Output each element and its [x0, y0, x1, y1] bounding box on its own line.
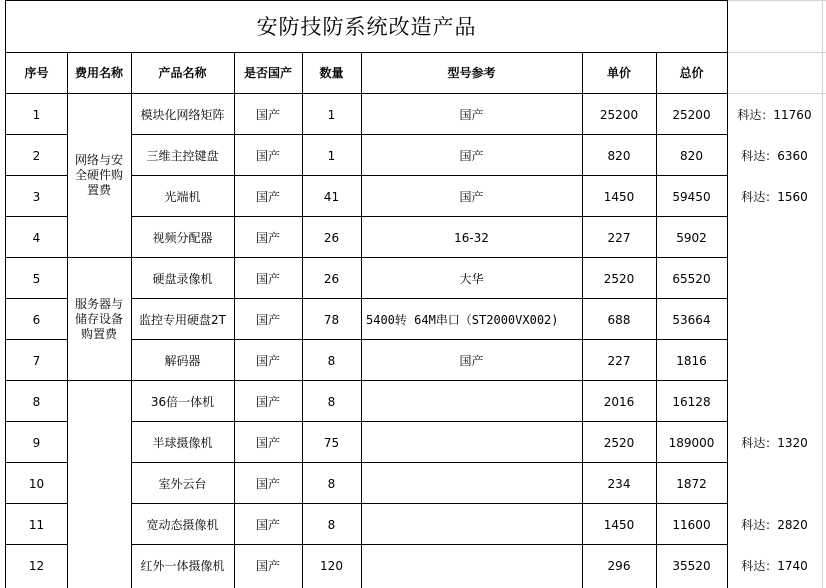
row-quantity: 120 — [320, 558, 343, 573]
border-line — [5, 544, 67, 545]
border-line — [5, 462, 67, 463]
border-line — [5, 0, 6, 588]
row-total-price: 35520 — [672, 558, 711, 573]
fee-group-network: 网络与安全硬件购置费 — [74, 153, 123, 197]
row-note: 科达：6360 — [741, 148, 808, 163]
row-product-name: 监控专用硬盘2T — [139, 312, 226, 327]
border-line — [5, 257, 67, 258]
row-product-name: 半球摄像机 — [152, 435, 213, 450]
row-product-name: 硬盘录像机 — [152, 271, 213, 286]
border-line — [5, 503, 67, 504]
row-domestic: 国产 — [255, 312, 280, 327]
row-unit-price: 2016 — [603, 394, 635, 409]
border-line — [67, 257, 131, 258]
row-unit-price: 2520 — [603, 271, 635, 286]
row-total-price: 11600 — [672, 517, 711, 532]
row-model-ref: 5400转 64M串口（ST2000VX002) — [366, 312, 559, 327]
row-seq: 3 — [32, 189, 41, 204]
border-line — [302, 53, 303, 588]
border-line — [727, 0, 728, 588]
border-line — [131, 380, 728, 381]
row-product-name: 光端机 — [164, 189, 201, 204]
row-quantity: 8 — [327, 394, 336, 409]
row-quantity: 1 — [327, 148, 336, 163]
border-line — [5, 216, 67, 217]
border-line — [5, 93, 728, 94]
row-model-ref: 国产 — [459, 107, 484, 122]
border-line — [131, 216, 728, 217]
fee-group-server: 服务器与储存设备购置费 — [74, 296, 123, 341]
border-line — [67, 53, 68, 588]
row-quantity: 8 — [327, 353, 336, 368]
row-quantity: 1 — [327, 107, 336, 122]
row-total-price: 16128 — [672, 394, 711, 409]
border-line — [234, 53, 235, 588]
row-quantity: 8 — [327, 476, 336, 491]
grid-line — [822, 0, 823, 588]
header-domestic: 是否国产 — [243, 66, 292, 80]
border-line — [5, 134, 67, 135]
row-product-name: 视频分配器 — [152, 230, 213, 245]
row-unit-price: 820 — [607, 148, 631, 163]
row-model-ref: 国产 — [459, 189, 484, 204]
row-total-price: 59450 — [672, 189, 711, 204]
header-total-price: 总价 — [679, 66, 704, 80]
row-model-ref — [361, 463, 582, 504]
row-domestic: 国产 — [255, 558, 280, 573]
border-line — [131, 339, 728, 340]
border-line — [131, 544, 728, 545]
row-quantity: 26 — [323, 230, 340, 245]
row-total-price: 65520 — [672, 271, 711, 286]
row-model-ref — [361, 545, 582, 586]
row-domestic: 国产 — [255, 148, 280, 163]
row-unit-price: 234 — [607, 476, 631, 491]
row-domestic: 国产 — [255, 476, 280, 491]
row-seq: 4 — [32, 230, 41, 245]
row-unit-price: 688 — [607, 312, 631, 327]
row-unit-price: 296 — [607, 558, 631, 573]
row-domestic: 国产 — [255, 353, 280, 368]
row-note — [727, 299, 822, 340]
border-line — [5, 421, 67, 422]
row-unit-price: 227 — [607, 230, 631, 245]
row-total-price: 1816 — [676, 353, 707, 368]
row-seq: 5 — [32, 271, 41, 286]
row-quantity: 8 — [327, 517, 336, 532]
header-unit-price: 单价 — [606, 66, 631, 80]
row-product-name: 宽动态摄像机 — [146, 517, 219, 532]
row-seq: 2 — [32, 148, 41, 163]
border-line — [131, 503, 728, 504]
border-line — [656, 53, 657, 588]
row-seq: 6 — [32, 312, 41, 327]
row-seq: 9 — [32, 435, 41, 450]
border-line — [131, 298, 728, 299]
row-product-name: 三维主控键盘 — [146, 148, 219, 163]
row-note: 科达：1740 — [741, 558, 808, 573]
row-product-name: 解码器 — [164, 353, 201, 368]
grid-line — [727, 52, 826, 53]
border-line — [131, 53, 132, 588]
border-line — [361, 53, 362, 588]
row-note: 科达：11760 — [737, 107, 812, 122]
header-seq: 序号 — [24, 66, 49, 80]
header-product-name: 产品名称 — [158, 66, 207, 80]
row-quantity: 78 — [323, 312, 340, 327]
row-total-price: 820 — [680, 148, 703, 163]
row-note: 科达：2820 — [741, 517, 808, 532]
row-unit-price: 25200 — [599, 107, 639, 122]
border-line — [131, 257, 728, 258]
row-product-name: 室外云台 — [158, 476, 207, 491]
border-line — [5, 339, 67, 340]
row-seq: 8 — [32, 394, 41, 409]
border-line — [5, 298, 67, 299]
row-quantity: 75 — [323, 435, 340, 450]
row-model-ref: 国产 — [459, 148, 484, 163]
row-unit-price: 1450 — [603, 517, 635, 532]
row-domestic: 国产 — [255, 517, 280, 532]
row-total-price: 189000 — [668, 435, 715, 450]
row-model-ref: 国产 — [459, 353, 484, 368]
row-model-ref — [361, 422, 582, 463]
row-model-ref: 大华 — [459, 271, 484, 286]
sheet-title: 安防技防系统改造产品 — [256, 14, 477, 39]
row-note — [727, 258, 822, 299]
border-line — [131, 462, 728, 463]
border-line — [131, 421, 728, 422]
row-total-price: 5902 — [676, 230, 707, 245]
row-domestic: 国产 — [255, 189, 280, 204]
row-quantity: 41 — [323, 189, 340, 204]
row-note: 科达：1320 — [741, 435, 808, 450]
row-seq: 1 — [32, 107, 41, 122]
row-model-ref — [361, 504, 582, 545]
grid-line — [727, 0, 826, 1]
row-product-name: 36倍一体机 — [150, 394, 215, 409]
row-domestic: 国产 — [255, 394, 280, 409]
row-seq: 7 — [32, 353, 41, 368]
row-model-ref: 16-32 — [454, 230, 489, 245]
row-domestic: 国产 — [255, 435, 280, 450]
row-unit-price: 2520 — [603, 435, 635, 450]
row-domestic: 国产 — [255, 271, 280, 286]
row-note — [727, 340, 822, 381]
border-line — [131, 175, 728, 176]
row-product-name: 模块化网络矩阵 — [140, 107, 225, 122]
row-note — [727, 381, 822, 422]
row-note: 科达：1560 — [741, 189, 808, 204]
border-line — [5, 0, 728, 1]
border-line — [5, 175, 67, 176]
row-model-ref — [361, 381, 582, 422]
row-domestic: 国产 — [255, 230, 280, 245]
border-line — [67, 380, 131, 381]
row-total-price: 25200 — [672, 107, 711, 122]
row-product-name: 红外一体摄像机 — [140, 558, 225, 573]
row-seq: 12 — [28, 558, 45, 573]
header-model-ref: 型号参考 — [447, 66, 496, 80]
row-note — [727, 463, 822, 504]
border-line — [5, 380, 67, 381]
row-unit-price: 1450 — [603, 189, 635, 204]
row-note — [727, 217, 822, 258]
row-total-price: 53664 — [672, 312, 711, 327]
row-total-price: 1872 — [676, 476, 707, 491]
row-quantity: 26 — [323, 271, 340, 286]
row-unit-price: 227 — [607, 353, 631, 368]
border-line — [582, 53, 583, 588]
border-line — [131, 134, 728, 135]
header-fee-name: 费用名称 — [74, 66, 123, 80]
header-quantity: 数量 — [319, 66, 344, 80]
row-domestic: 国产 — [255, 107, 280, 122]
row-seq: 11 — [28, 517, 45, 532]
row-seq: 10 — [28, 476, 45, 491]
border-line — [5, 52, 728, 53]
